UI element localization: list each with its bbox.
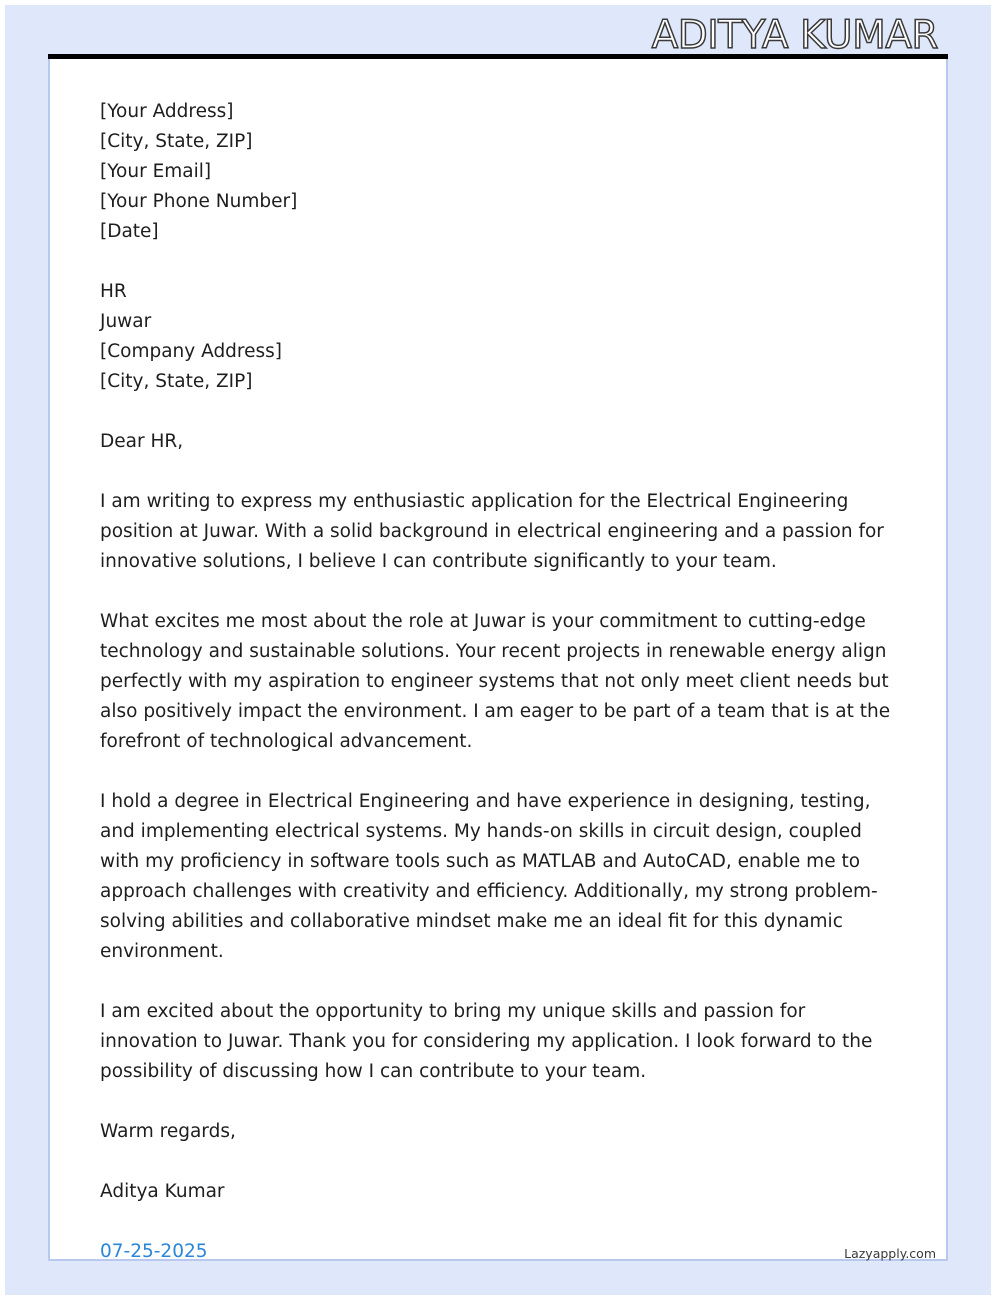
recipient-company: Juwar bbox=[100, 311, 152, 332]
body-paragraph-2: What excites me most about the role at Juwar is your commitment to cutting-edge technology and sustainable solutions. Your recent projects in renewable energy align perfectly with my aspiration to engineer systems that not only meet client needs but also positively impact the environment. I am eager to be part of a team that is at the forefront of technological advancement. bbox=[100, 611, 891, 752]
applicant-name-heading: ADITYA KUMAR bbox=[651, 13, 938, 58]
sender-date: [Date] bbox=[100, 221, 159, 242]
sender-address: [Your Address] bbox=[100, 101, 234, 122]
body-paragraph-4: I am excited about the opportunity to bring my unique skills and passion for innovation to Juwar. Thank you for considering my application. I look forward to the possibility of discussing how I can contribute to your team. bbox=[100, 1001, 873, 1082]
body-paragraph-1: I am writing to express my enthusiastic application for the Electrical Engineering position at Juwar. With a solid background in electrical engineering and a passion for innovative solutions, I believe I can contribute significantly to your team. bbox=[100, 491, 884, 572]
letter-body bbox=[100, 97, 900, 1267]
signature: Aditya Kumar bbox=[100, 1181, 225, 1202]
closing: Warm regards, bbox=[100, 1121, 236, 1142]
recipient-title: HR bbox=[100, 281, 127, 302]
sender-phone: [Your Phone Number] bbox=[100, 191, 298, 212]
salutation: Dear HR, bbox=[100, 431, 184, 452]
sender-city: [City, State, ZIP] bbox=[100, 131, 253, 152]
body-paragraph-3: I hold a degree in Electrical Engineering and have experience in designing, testing, and implementing electrical systems. My hands-on skills in circuit design, coupled with my proficiency in software tools such as MATLAB and AutoCAD, enable me to approach challenges with creativity and efficiency. Additionally, my strong problem-solving abilities and collaborative mindset make me an ideal fit for this dynamic environment. bbox=[100, 791, 878, 962]
sender-email: [Your Email] bbox=[100, 161, 212, 182]
recipient-block bbox=[100, 277, 900, 397]
watermark: Lazyapply.com bbox=[844, 1246, 936, 1261]
recipient-city: [City, State, ZIP] bbox=[100, 371, 253, 392]
sender-block bbox=[100, 97, 900, 247]
footer-date: 07-25-2025 bbox=[100, 1241, 208, 1262]
recipient-address: [Company Address] bbox=[100, 341, 283, 362]
